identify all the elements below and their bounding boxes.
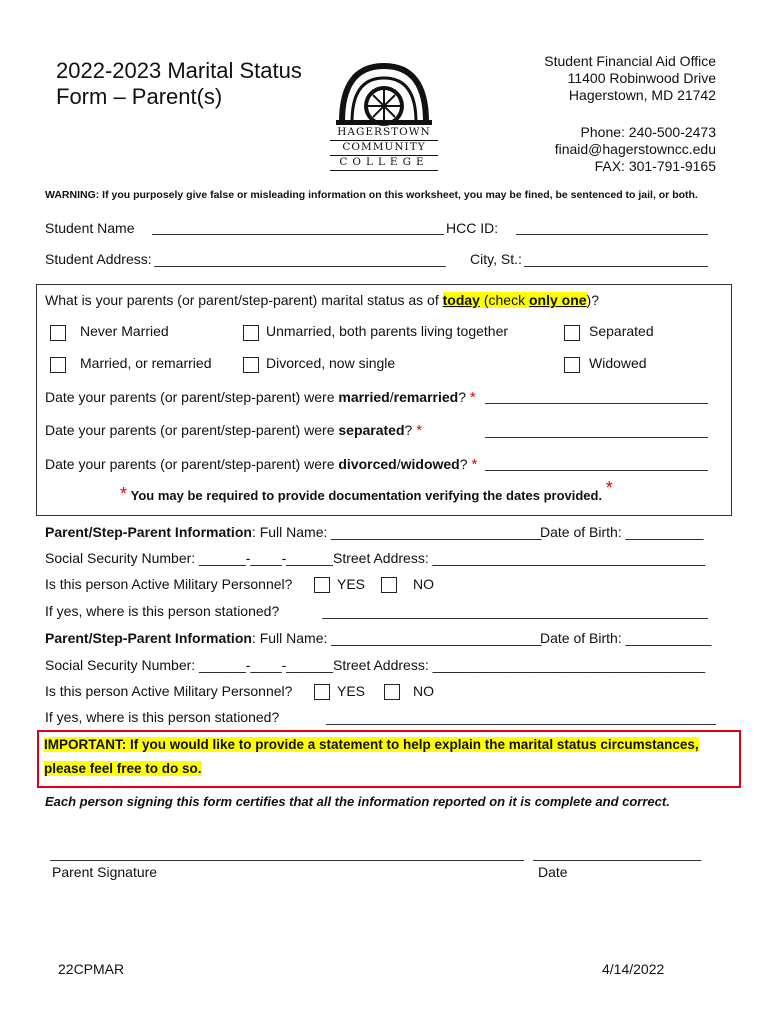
date-bold2: widowed (400, 456, 460, 472)
student-address-field[interactable] (154, 266, 446, 267)
office-email: finaid@hagerstowncc.edu (554, 141, 716, 157)
separated-date-field[interactable] (485, 437, 708, 438)
checkbox-never-married[interactable] (50, 325, 66, 341)
important-line-1 (44, 737, 699, 752)
office-phone: Phone: 240-500-2473 (580, 124, 716, 140)
parent2-name-row (45, 630, 542, 646)
parent-info-label: Parent/Step-Parent Information (45, 630, 252, 646)
checkbox-separated[interactable] (564, 325, 580, 341)
question-check: (check (479, 292, 529, 308)
required-star: * (471, 456, 478, 473)
option-married: Married, or remarried (80, 355, 212, 371)
checkbox-divorced[interactable] (243, 357, 259, 373)
office-name: Student Financial Aid Office (544, 53, 716, 69)
date-bold: divorced (338, 456, 397, 472)
parent1-no-checkbox[interactable] (381, 577, 397, 593)
option-unmarried-together: Unmarried, both parents living together (266, 323, 509, 339)
separated-date-label (45, 422, 422, 439)
documentation-note (120, 478, 613, 505)
parent2-yes-checkbox[interactable] (314, 684, 330, 700)
divorced-date-field[interactable] (485, 470, 708, 471)
full-name-label: : Full Name: ___________________________ (251, 630, 542, 646)
parent1-military-label: Is this person Active Military Personnel? (45, 576, 293, 592)
parent2-no-label: NO (413, 683, 434, 699)
form-date: 4/14/2022 (602, 961, 665, 977)
question-text: What is your parents (or parent/step-parent) marital status as of (45, 292, 443, 308)
student-address-label: Student Address: (45, 251, 152, 267)
parent2-no-checkbox[interactable] (384, 684, 400, 700)
option-divorced: Divorced, now single (266, 355, 396, 371)
important-line-2 (44, 761, 202, 776)
important-text-1: IMPORTANT: If you would like to provide a statement to help explain the marital status circumstances, (44, 737, 699, 752)
option-separated: Separated (589, 323, 654, 339)
parent1-stationed-field[interactable] (322, 618, 708, 619)
logo-line-2: COMMUNITY (342, 141, 426, 153)
question-end: )? (586, 292, 599, 308)
parent1-name-row (45, 524, 542, 540)
city-state-label: City, St.: (470, 251, 522, 267)
office-city: Hagerstown, MD 21742 (568, 87, 716, 103)
parent2-yes-label: YES (337, 683, 366, 699)
parent2-stationed-field[interactable] (326, 724, 716, 725)
married-date-field[interactable] (485, 403, 708, 404)
parent-signature-label: Parent Signature (52, 864, 158, 880)
parent1-yes-label: YES (337, 576, 366, 592)
parent1-ssn[interactable]: Social Security Number: ______-____-______ (45, 550, 333, 566)
checkbox-widowed[interactable] (564, 357, 580, 373)
parent2-stationed-label: If yes, where is this person stationed? (45, 709, 280, 725)
option-never-married: Never Married (80, 323, 169, 339)
clock-tower-icon (330, 62, 438, 126)
parent2-dob[interactable]: Date of Birth: ___________ (540, 630, 712, 646)
parent1-yes-checkbox[interactable] (314, 577, 330, 593)
city-state-field[interactable] (524, 266, 708, 267)
date-sep: / (389, 389, 394, 405)
parent1-no-label: NO (413, 576, 434, 592)
required-star: * (605, 478, 613, 498)
form-title: 2022-2023 Marital Status Form – Parent(s) (56, 58, 302, 109)
divorced-date-label (45, 456, 477, 473)
question-today: today (442, 292, 480, 308)
married-date-label (45, 389, 476, 406)
date-end: ? (404, 422, 417, 438)
parent1-stationed-label: If yes, where is this person stationed? (45, 603, 280, 619)
college-logo (330, 62, 438, 168)
parent2-street[interactable]: Street Address: ___________________________________ (333, 657, 706, 673)
required-star: * (416, 422, 423, 439)
checkbox-married[interactable] (50, 357, 66, 373)
office-fax: FAX: 301-791-9165 (594, 158, 716, 174)
question-only-one: only one (528, 292, 587, 308)
date-sep: / (396, 456, 401, 472)
date-end: ? (459, 456, 472, 472)
logo-line-1: HAGERSTOWN (337, 126, 431, 138)
parent2-military-label: Is this person Active Military Personnel? (45, 683, 293, 699)
checkbox-unmarried-together[interactable] (243, 325, 259, 341)
parent1-street[interactable]: Street Address: ___________________________________ (333, 550, 706, 566)
student-name-field[interactable] (152, 234, 444, 235)
date-bold: separated (338, 422, 405, 438)
logo-line-3: COLLEGE (339, 156, 429, 168)
date-prefix: Date your parents (or parent/step-parent) were (45, 389, 339, 405)
student-name-label: Student Name (45, 220, 135, 236)
important-text-2: please feel free to do so. (44, 761, 202, 776)
parent2-ssn[interactable]: Social Security Number: ______-____-______ (45, 657, 333, 673)
date-prefix: Date your parents (or parent/step-parent) were (45, 422, 339, 438)
date-bold2: remarried (393, 389, 459, 405)
required-star: * (469, 389, 476, 406)
documentation-note-text: You may be required to provide documentation verifying the dates provided. (130, 488, 603, 503)
office-street: 11400 Robinwood Drive (567, 70, 716, 86)
signature-date-label: Date (538, 864, 568, 880)
office-contact (544, 53, 716, 175)
status-question (45, 292, 599, 308)
certification-text: Each person signing this form certifies that all the information reported on it is complete and correct. (45, 794, 670, 809)
parent-info-label: Parent/Step-Parent Information (45, 524, 252, 540)
parent-signature-field[interactable] (50, 860, 524, 861)
required-star: * (120, 484, 128, 504)
hcc-id-label: HCC ID: (446, 220, 499, 236)
date-bold: married (338, 389, 390, 405)
warning-text: WARNING: If you purposely give false or misleading information on this worksheet, you may be fined, be sentenced to jail, or both. (45, 189, 698, 201)
signature-date-field[interactable] (533, 860, 701, 861)
hcc-id-field[interactable] (516, 234, 708, 235)
full-name-label: : Full Name: ___________________________ (251, 524, 542, 540)
option-widowed: Widowed (589, 355, 647, 371)
date-prefix: Date your parents (or parent/step-parent) were (45, 456, 339, 472)
form-code: 22CPMAR (58, 961, 125, 977)
parent1-dob[interactable]: Date of Birth: __________ (540, 524, 704, 540)
date-end: ? (458, 389, 470, 405)
